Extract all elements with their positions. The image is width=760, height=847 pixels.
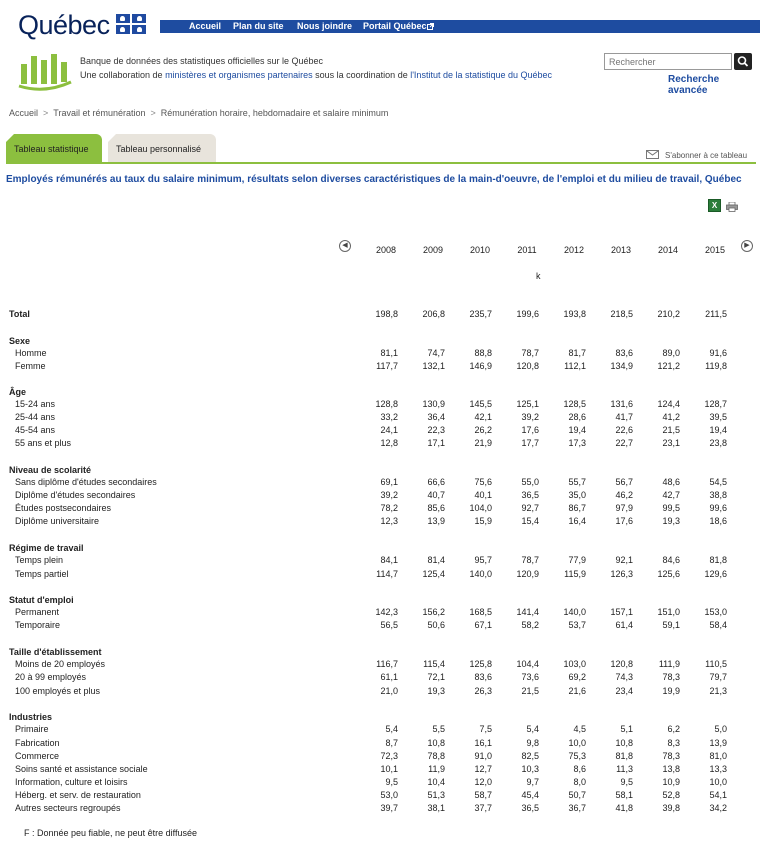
year-header: 2013 (610, 245, 632, 255)
table-cell: 9,7 (526, 777, 539, 787)
table-section-label: Total (9, 309, 30, 319)
table-cell: 67,1 (474, 620, 492, 630)
table-cell: 39,8 (662, 803, 680, 813)
table-section-label: Taille d'établissement (9, 647, 102, 657)
table-cell: 17,6 (615, 516, 633, 526)
table-cell: 75,6 (474, 477, 492, 487)
unit-label: k (536, 271, 541, 281)
table-row-label: Temps partiel (15, 569, 69, 579)
table-cell: 86,7 (568, 503, 586, 513)
table-cell: 38,8 (709, 490, 727, 500)
table-cell: 58,7 (474, 790, 492, 800)
table-cell: 72,1 (427, 672, 445, 682)
table-cell: 132,1 (422, 361, 445, 371)
table-row-label: Primaire (15, 724, 49, 734)
table-cell: 128,8 (375, 399, 398, 409)
partners-link[interactable]: ministères et organismes partenaires (165, 70, 313, 80)
table-cell: 121,2 (657, 361, 680, 371)
year-header: 2008 (375, 245, 397, 255)
table-cell: 206,8 (422, 309, 445, 319)
table-cell: 88,8 (474, 348, 492, 358)
print-icon[interactable] (726, 202, 738, 212)
table-cell: 78,8 (427, 751, 445, 761)
table-cell: 74,7 (427, 348, 445, 358)
table-cell: 81,4 (427, 555, 445, 565)
nav-plan-du-site[interactable]: Plan du site (233, 21, 284, 31)
table-cell: 50,7 (568, 790, 586, 800)
table-cell: 58,2 (521, 620, 539, 630)
table-cell: 129,6 (704, 569, 727, 579)
table-cell: 82,5 (521, 751, 539, 761)
table-cell: 24,1 (380, 425, 398, 435)
table-cell: 92,7 (521, 503, 539, 513)
table-cell: 81,8 (615, 751, 633, 761)
table-cell: 21,5 (662, 425, 680, 435)
table-cell: 198,8 (375, 309, 398, 319)
table-cell: 120,9 (516, 569, 539, 579)
table-cell: 84,1 (380, 555, 398, 565)
table-cell: 19,4 (709, 425, 727, 435)
table-cell: 48,6 (662, 477, 680, 487)
table-cell: 54,5 (709, 477, 727, 487)
table-cell: 131,6 (610, 399, 633, 409)
table-cell: 13,8 (662, 764, 680, 774)
table-cell: 99,5 (662, 503, 680, 513)
table-cell: 120,8 (610, 659, 633, 669)
table-cell: 21,5 (521, 686, 539, 696)
table-cell: 37,7 (474, 803, 492, 813)
table-cell: 125,4 (422, 569, 445, 579)
table-cell: 124,4 (657, 399, 680, 409)
table-cell: 116,7 (376, 659, 398, 669)
table-cell: 4,5 (573, 724, 586, 734)
table-cell: 8,3 (667, 738, 680, 748)
table-cell: 125,1 (516, 399, 539, 409)
table-cell: 36,4 (427, 412, 445, 422)
footnote: F : Donnée peu fiable, ne peut être diffusée (24, 828, 197, 838)
table-cell: 8,7 (385, 738, 398, 748)
table-cell: 12,7 (474, 764, 492, 774)
table-row-label: Commerce (15, 751, 60, 761)
table-cell: 18,6 (709, 516, 727, 526)
table-cell: 58,1 (615, 790, 633, 800)
quebec-flag-icon (116, 14, 146, 34)
table-cell: 146,9 (469, 361, 492, 371)
table-cell: 145,5 (469, 399, 492, 409)
table-cell: 77,9 (568, 555, 586, 565)
advanced-search-link[interactable]: Recherche avancée (668, 74, 720, 96)
table-cell: 17,3 (568, 438, 586, 448)
table-cell: 39,2 (380, 490, 398, 500)
table-cell: 193,8 (563, 309, 586, 319)
table-cell: 39,5 (709, 412, 727, 422)
table-cell: 120,8 (516, 361, 539, 371)
tab-divider (6, 162, 756, 164)
table-cell: 11,9 (428, 764, 445, 774)
table-cell: 153,0 (704, 607, 727, 617)
table-row-label: Soins santé et assistance sociale (15, 764, 148, 774)
table-cell: 104,0 (469, 503, 492, 513)
table-cell: 59,1 (662, 620, 680, 630)
table-cell: 23,4 (615, 686, 633, 696)
table-cell: 89,0 (662, 348, 680, 358)
table-cell: 28,6 (568, 412, 586, 422)
table-cell: 19,3 (427, 686, 445, 696)
table-section-label: Âge (9, 387, 27, 397)
table-row-label: Homme (15, 348, 47, 358)
table-cell: 15,4 (521, 516, 539, 526)
table-cell: 10,0 (568, 738, 586, 748)
table-cell: 41,2 (662, 412, 680, 422)
table-section-label: Sexe (9, 336, 31, 346)
tab-tableau-personnalise[interactable]: Tableau personnalisé (108, 134, 216, 162)
table-cell: 6,2 (667, 724, 680, 734)
breadcrumb: Accueil > Travail et rémunération > Rémunération horaire, hebdomadaire et salaire minimum (9, 108, 389, 118)
table-cell: 12,3 (380, 516, 398, 526)
table-cell: 16,4 (568, 516, 586, 526)
table-cell: 8,0 (573, 777, 586, 787)
table-cell: 21,6 (568, 686, 586, 696)
table-cell: 16,1 (474, 738, 492, 748)
table-cell: 34,2 (709, 803, 727, 813)
table-cell: 7,5 (479, 724, 492, 734)
table-cell: 17,1 (427, 438, 445, 448)
table-cell: 103,0 (563, 659, 586, 669)
table-cell: 72,3 (380, 751, 398, 761)
table-cell: 17,7 (521, 438, 539, 448)
table-cell: 128,7 (704, 399, 727, 409)
bsq-title: Banque de données des statistiques officielles sur le Québec (80, 56, 323, 66)
bsq-subtitle: Une collaboration de ministères et organismes partenaires sous la coordination de l'Institut de la statistique du Québec (80, 70, 553, 80)
table-cell: 46,2 (615, 490, 633, 500)
table-cell: 99,6 (709, 503, 727, 513)
arrow-left-icon[interactable]: ◀ (339, 240, 351, 252)
table-section-label: Statut d'emploi (9, 595, 74, 605)
table-cell: 19,4 (568, 425, 586, 435)
table-section-label: Industries (9, 712, 53, 722)
table-cell: 5,0 (714, 724, 727, 734)
table-cell: 10,8 (427, 738, 445, 748)
table-cell: 8,6 (573, 764, 586, 774)
table-row-label: Sans diplôme d'études secondaires (15, 477, 157, 487)
table-cell: 22,7 (615, 438, 633, 448)
table-cell: 10,4 (427, 777, 445, 787)
table-cell: 39,7 (380, 803, 398, 813)
table-cell: 210,2 (657, 309, 680, 319)
table-cell: 22,3 (427, 425, 445, 435)
table-cell: 115,9 (564, 569, 586, 579)
table-cell: 111,9 (658, 659, 680, 669)
year-header: 2011 (517, 245, 537, 255)
table-section-label: Niveau de scolarité (9, 465, 92, 475)
table-cell: 117,7 (376, 361, 398, 371)
table-cell: 42,7 (662, 490, 680, 500)
table-cell: 10,8 (615, 738, 633, 748)
table-cell: 75,3 (568, 751, 586, 761)
table-cell: 10,1 (380, 764, 398, 774)
breadcrumb-travail[interactable]: Travail et rémunération (53, 108, 146, 118)
table-cell: 81,1 (380, 348, 398, 358)
breadcrumb-current: Rémunération horaire, hebdomadaire et salaire minimum (160, 108, 389, 118)
table-cell: 13,9 (427, 516, 445, 526)
table-row-label: Héberg. et serv. de restauration (15, 790, 141, 800)
bsq-logo-icon (17, 52, 73, 92)
table-row-label: 45-54 ans (15, 425, 56, 435)
table-cell: 9,5 (385, 777, 398, 787)
table-cell: 157,1 (610, 607, 633, 617)
table-cell: 5,4 (526, 724, 539, 734)
table-cell: 66,6 (427, 477, 445, 487)
table-row-label: Diplôme d'études secondaires (15, 490, 136, 500)
table-cell: 5,1 (620, 724, 633, 734)
table-cell: 17,6 (521, 425, 539, 435)
table-cell: 85,6 (427, 503, 445, 513)
table-cell: 235,7 (469, 309, 492, 319)
table-cell: 53,7 (568, 620, 586, 630)
table-cell: 26,2 (474, 425, 492, 435)
table-cell: 21,3 (709, 686, 727, 696)
table-cell: 39,2 (521, 412, 539, 422)
table-cell: 69,1 (380, 477, 398, 487)
table-cell: 51,3 (427, 790, 445, 800)
table-cell: 95,7 (474, 555, 492, 565)
table-section-label: Régime de travail (9, 543, 84, 553)
table-cell: 83,6 (615, 348, 633, 358)
table-cell: 78,7 (521, 348, 539, 358)
table-cell: 10,0 (709, 777, 727, 787)
table-cell: 128,5 (563, 399, 586, 409)
table-cell: 23,1 (662, 438, 680, 448)
table-cell: 91,6 (709, 348, 727, 358)
table-cell: 115,4 (423, 659, 445, 669)
table-cell: 112,1 (564, 361, 586, 371)
table-cell: 141,4 (516, 607, 539, 617)
table-cell: 21,9 (474, 438, 492, 448)
envelope-icon (646, 150, 659, 159)
table-cell: 119,8 (705, 361, 727, 371)
table-cell: 36,5 (521, 490, 539, 500)
table-cell: 5,5 (432, 724, 445, 734)
table-cell: 52,8 (662, 790, 680, 800)
nav-portail-quebec[interactable]: Portail Québec (363, 21, 427, 31)
table-cell: 10,9 (662, 777, 680, 787)
table-title: Employés rémunérés au taux du salaire minimum, résultats selon diverses caractéristiques de la main-d'oeuvre, de l'emploi et du milieu de travail, Québec (6, 174, 742, 185)
table-cell: 134,9 (610, 361, 633, 371)
table-cell: 69,2 (568, 672, 586, 682)
table-row-label: Information, culture et loisirs (15, 777, 128, 787)
table-cell: 40,1 (474, 490, 492, 500)
search-button[interactable] (734, 53, 752, 70)
table-cell: 140,0 (563, 607, 586, 617)
table-cell: 97,9 (615, 503, 633, 513)
table-row-label: Études postsecondaires (15, 503, 112, 513)
table-cell: 23,8 (709, 438, 727, 448)
year-header: 2014 (657, 245, 679, 255)
table-cell: 61,1 (380, 672, 398, 682)
external-link-icon (427, 23, 434, 30)
table-cell: 19,3 (662, 516, 680, 526)
table-cell: 140,0 (469, 569, 492, 579)
table-cell: 22,6 (615, 425, 633, 435)
excel-icon[interactable]: X (708, 199, 721, 212)
table-cell: 50,6 (427, 620, 445, 630)
table-cell: 74,3 (615, 672, 633, 682)
table-cell: 218,5 (610, 309, 633, 319)
table-cell: 12,8 (380, 438, 398, 448)
table-cell: 92,1 (615, 555, 633, 565)
table-cell: 13,9 (709, 738, 727, 748)
nav-nous-joindre[interactable]: Nous joindre (297, 21, 353, 31)
table-cell: 41,7 (615, 412, 633, 422)
table-cell: 41,8 (615, 803, 633, 813)
arrow-right-icon[interactable]: ▶ (741, 240, 753, 252)
breadcrumb-home[interactable]: Accueil (9, 108, 39, 118)
table-cell: 15,9 (474, 516, 492, 526)
year-header: 2009 (422, 245, 444, 255)
table-cell: 42,1 (474, 412, 492, 422)
table-cell: 151,0 (657, 607, 680, 617)
table-cell: 79,7 (709, 672, 727, 682)
table-cell: 35,0 (568, 490, 586, 500)
table-cell: 78,3 (662, 672, 680, 682)
table-row-label: Moins de 20 employés (15, 659, 106, 669)
table-cell: 36,7 (568, 803, 586, 813)
search-input[interactable] (604, 53, 732, 70)
table-cell: 168,5 (469, 607, 492, 617)
table-row-label: 25-44 ans (15, 412, 56, 422)
table-cell: 199,6 (516, 309, 539, 319)
table-cell: 38,1 (427, 803, 445, 813)
table-cell: 125,8 (469, 659, 492, 669)
table-cell: 81,0 (709, 751, 727, 761)
table-cell: 81,8 (709, 555, 727, 565)
table-cell: 12,0 (474, 777, 492, 787)
table-cell: 55,7 (568, 477, 586, 487)
table-row-label: Autres secteurs regroupés (15, 803, 121, 813)
table-row-label: Femme (15, 361, 46, 371)
table-cell: 40,7 (427, 490, 445, 500)
table-cell: 84,6 (662, 555, 680, 565)
top-navbar (160, 20, 760, 33)
table-cell: 83,6 (474, 672, 492, 682)
quebec-logo[interactable]: Québec (18, 10, 110, 40)
table-cell: 33,2 (380, 412, 398, 422)
table-cell: 211,5 (705, 309, 727, 319)
table-cell: 58,4 (709, 620, 727, 630)
year-header: 2015 (704, 245, 726, 255)
table-row-label: Temps plein (15, 555, 64, 565)
year-header: 2010 (469, 245, 491, 255)
table-cell: 54,1 (709, 790, 727, 800)
table-row-label: Temporaire (15, 620, 61, 630)
table-cell: 81,7 (568, 348, 586, 358)
table-row-label: 15-24 ans (15, 399, 56, 409)
table-cell: 126,3 (610, 569, 633, 579)
table-cell: 125,6 (657, 569, 680, 579)
table-cell: 36,5 (521, 803, 539, 813)
table-cell: 9,5 (620, 777, 633, 787)
table-cell: 56,5 (380, 620, 398, 630)
table-cell: 156,2 (422, 607, 445, 617)
table-cell: 5,4 (385, 724, 398, 734)
table-cell: 142,3 (375, 607, 398, 617)
table-cell: 55,0 (521, 477, 539, 487)
table-cell: 9,8 (526, 738, 539, 748)
table-cell: 61,4 (615, 620, 633, 630)
table-cell: 73,6 (521, 672, 539, 682)
table-cell: 26,3 (474, 686, 492, 696)
table-cell: 91,0 (474, 751, 492, 761)
table-cell: 56,7 (615, 477, 633, 487)
table-cell: 78,3 (662, 751, 680, 761)
table-cell: 45,4 (521, 790, 539, 800)
table-cell: 13,3 (709, 764, 727, 774)
search-icon (734, 53, 752, 70)
table-cell: 110,5 (705, 659, 727, 669)
table-cell: 53,0 (380, 790, 398, 800)
table-row-label: 55 ans et plus (15, 438, 72, 448)
table-cell: 114,7 (376, 569, 398, 579)
table-cell: 104,4 (516, 659, 539, 669)
table-cell: 130,9 (422, 399, 445, 409)
table-cell: 21,0 (380, 686, 398, 696)
table-cell: 78,2 (380, 503, 398, 513)
table-cell: 11,3 (616, 764, 633, 774)
table-row-label: Fabrication (15, 738, 60, 748)
isq-link[interactable]: l'Institut de la statistique du Québec (410, 70, 553, 80)
table-row-label: Diplôme universitaire (15, 516, 100, 526)
table-row-label: Permanent (15, 607, 60, 617)
year-header: 2012 (563, 245, 585, 255)
tab-tableau-statistique[interactable]: Tableau statistique (6, 134, 102, 162)
subscribe-link[interactable]: S'abonner à ce tableau (646, 150, 747, 160)
table-cell: 19,9 (662, 686, 680, 696)
table-row-label: 20 à 99 employés (15, 672, 87, 682)
table-row-label: 100 employés et plus (15, 686, 101, 696)
nav-accueil[interactable]: Accueil (189, 21, 222, 31)
table-cell: 78,7 (521, 555, 539, 565)
table-cell: 10,3 (521, 764, 539, 774)
